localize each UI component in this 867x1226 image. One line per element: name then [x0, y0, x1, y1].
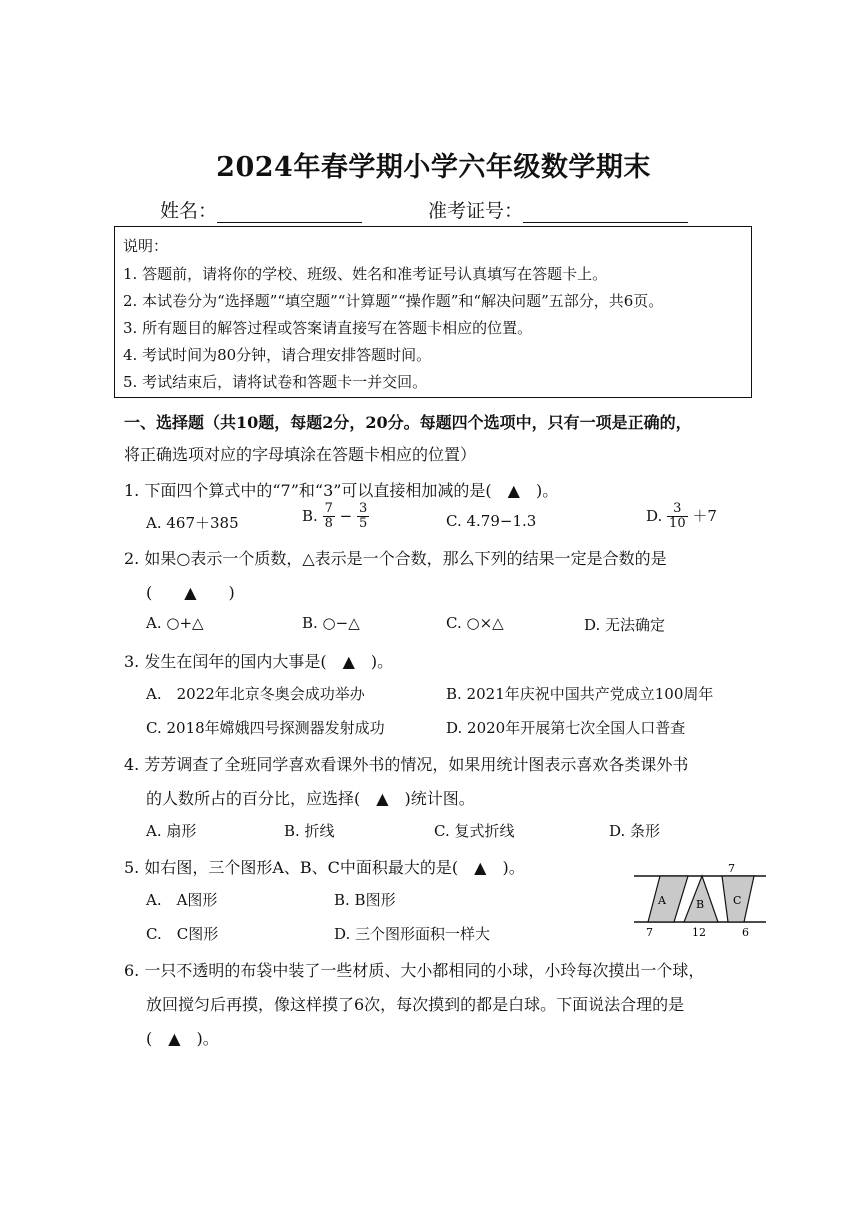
shape-a-parallelogram — [648, 876, 688, 922]
question-2: 2. 如果○表示一个质数，△表示是一个合数，那么下列的结果一定是合数的是 — [124, 549, 667, 568]
page-title: 2024年春学期小学六年级数学期末 — [216, 152, 651, 183]
shape-a-label: A — [658, 894, 666, 907]
shape-c-label: C — [733, 894, 742, 907]
question-6-cont: 放回搅匀后再摸，像这样摸了6次，每次摸到的都是白球。下面说法合理的是 — [146, 995, 685, 1014]
q4-option-c: C. 复式折线 — [434, 822, 515, 840]
q2-option-c: C. ○×△ — [446, 614, 504, 632]
name-field — [160, 196, 362, 223]
q4-option-a: A. 扇形 — [146, 822, 197, 840]
q1-option-b-label: B. — [302, 506, 318, 525]
bottom-length-b: 12 — [692, 926, 706, 939]
question-4-cont: 的人数所占的百分比，应选择( ▲ )统计图。 — [146, 789, 475, 808]
question-1: 1. 下面四个算式中的“7”和“3”可以直接相加减的是( ▲ )。 — [124, 481, 559, 500]
bottom-length-a: 7 — [646, 926, 653, 939]
exam-id-blank — [523, 200, 688, 223]
q3-option-b: B. 2021年庆祝中国共产党成立100周年 — [446, 685, 714, 703]
q3-option-d: D. 2020年开展第七次全国人口普查 — [446, 719, 686, 737]
question-6: 6. 一只不透明的布袋中装了一些材质、大小都相同的小球，小玲每次摸出一个球， — [124, 961, 705, 980]
q3-option-c: C. 2018年嫦娥四号探测器发射成功 — [146, 719, 385, 737]
q2-option-a: A. ○+△ — [146, 614, 204, 632]
q4-option-b: B. 折线 — [284, 822, 335, 840]
q2-answer-blank: ( ▲ ) — [146, 583, 235, 602]
fraction — [667, 502, 688, 532]
q1-option-c: C. 4.79−1.3 — [446, 512, 537, 530]
q5-option-d: D. 三个图形面积一样大 — [334, 925, 491, 943]
name-label: 姓名： — [160, 200, 218, 222]
instructions-box — [114, 226, 752, 398]
numerator: 3 — [358, 501, 368, 516]
exam-id-field — [428, 196, 688, 223]
minus-sign: − — [339, 506, 357, 525]
instruction-item: 3. 所有题目的解答过程或答案请直接写在答题卡相应的位置。 — [123, 319, 533, 337]
numerator: 3 — [667, 502, 688, 517]
instruction-item: 4. 考试时间为80分钟，请合理安排答题时间。 — [123, 346, 432, 364]
numerator: 7 — [324, 501, 333, 516]
q5-shapes-figure — [630, 860, 770, 942]
exam-id-label: 准考证号： — [428, 200, 524, 222]
fraction — [357, 502, 369, 532]
q1-option-d-label: D. — [646, 506, 663, 525]
q5-option-b: B. B图形 — [334, 891, 396, 909]
q2-option-b: B. ○−△ — [302, 614, 360, 632]
q1-option-b — [302, 502, 369, 532]
plus-term: ＋7 — [692, 506, 717, 525]
top-length-label: 7 — [728, 862, 735, 875]
q2-option-d: D. 无法确定 — [584, 616, 666, 634]
denominator: 5 — [358, 516, 368, 532]
section-heading-cont: 将正确选项对应的字母填涂在答题卡相应的位置） — [124, 445, 477, 464]
denominator: 10 — [669, 516, 686, 532]
q1-option-a: A. 467＋385 — [146, 514, 239, 532]
shape-b-label: B — [696, 898, 705, 911]
instruction-item: 2. 本试卷分为“选择题”“填空题”“计算题”“操作题”和“解决问题”五部分，共6页。 — [123, 292, 664, 310]
section-heading: 一、选择题（共10题，每题2分，20分。每题四个选项中，只有一项是正确的， — [124, 413, 692, 432]
name-blank — [217, 200, 362, 223]
q5-option-a: A. A图形 — [146, 891, 218, 909]
q1-option-d — [646, 502, 717, 532]
q4-option-d: D. 条形 — [609, 822, 661, 840]
instruction-item: 5. 考试结束后，请将试卷和答题卡一并交回。 — [123, 373, 428, 391]
question-5: 5. 如右图，三个图形A、B、C中面积最大的是( ▲ )。 — [124, 858, 525, 877]
q3-option-a: A. 2022年北京冬奥会成功举办 — [146, 685, 365, 703]
instruction-item: 1. 答题前，请将你的学校、班级、姓名和准考证号认真填写在答题卡上。 — [123, 265, 608, 283]
denominator: 8 — [324, 516, 333, 532]
question-4: 4. 芳芳调查了全班同学喜欢看课外书的情况，如果用统计图表示喜欢各类课外书 — [124, 755, 689, 774]
q6-answer-blank: ( ▲ )。 — [146, 1029, 219, 1048]
fraction — [323, 502, 335, 532]
q5-option-c: C. C图形 — [146, 925, 219, 943]
question-3: 3. 发生在闰年的国内大事是( ▲ )。 — [124, 652, 394, 671]
instructions-heading: 说明： — [123, 237, 169, 255]
bottom-length-c: 6 — [742, 926, 749, 939]
